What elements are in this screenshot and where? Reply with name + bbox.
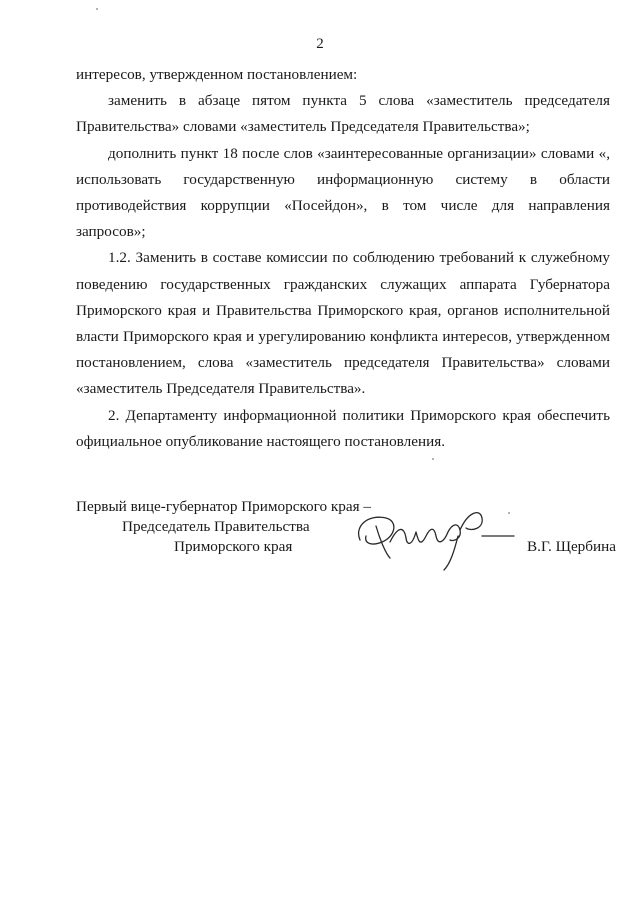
scan-speck <box>508 512 510 514</box>
scan-speck <box>96 8 98 10</box>
signatory-position-line-3: Приморского края <box>174 538 293 555</box>
paragraph: дополнить пункт 18 после слов «заинтересованные организации» словами «, использовать государственную информационную систему в области противодействия коррупции «Посейдон», в том числе для направления запросов»; <box>76 144 610 241</box>
handwritten-signature <box>346 496 516 572</box>
paragraph: заменить в абзаце пятом пункта 5 слова «заместитель председателя Правительства» словами «заместитель Председателя Правительства»; <box>76 92 610 136</box>
signatory-position-line-1: Первый вице-губернатор Приморского края – <box>76 498 371 515</box>
scan-speck <box>432 458 434 460</box>
signatory-position-line-2: Председатель Правительства <box>122 518 310 535</box>
signatory-name: В.Г. Щербина <box>527 538 616 555</box>
paragraph: 1.2. Заменить в составе комиссии по соблюдению требований к служебному поведению государственных гражданских служащих аппарата Губернатора Приморского края и Правительства Приморского края, органов исполнительной власти Приморского края и урегулированию конфликта интересов, утвержденном постановлением, слова «заместитель председателя Правительства» словами «заместитель Председателя Правительства». <box>76 249 610 398</box>
paragraph: 2. Департаменту информационной политики Приморского края обеспечить официальное опубликование настоящего постановления. <box>76 406 610 450</box>
body-text <box>76 62 610 455</box>
page-number: 2 <box>316 36 324 52</box>
signature-block <box>76 494 616 574</box>
paragraph: интересов, утвержденном постановлением: <box>76 66 358 83</box>
